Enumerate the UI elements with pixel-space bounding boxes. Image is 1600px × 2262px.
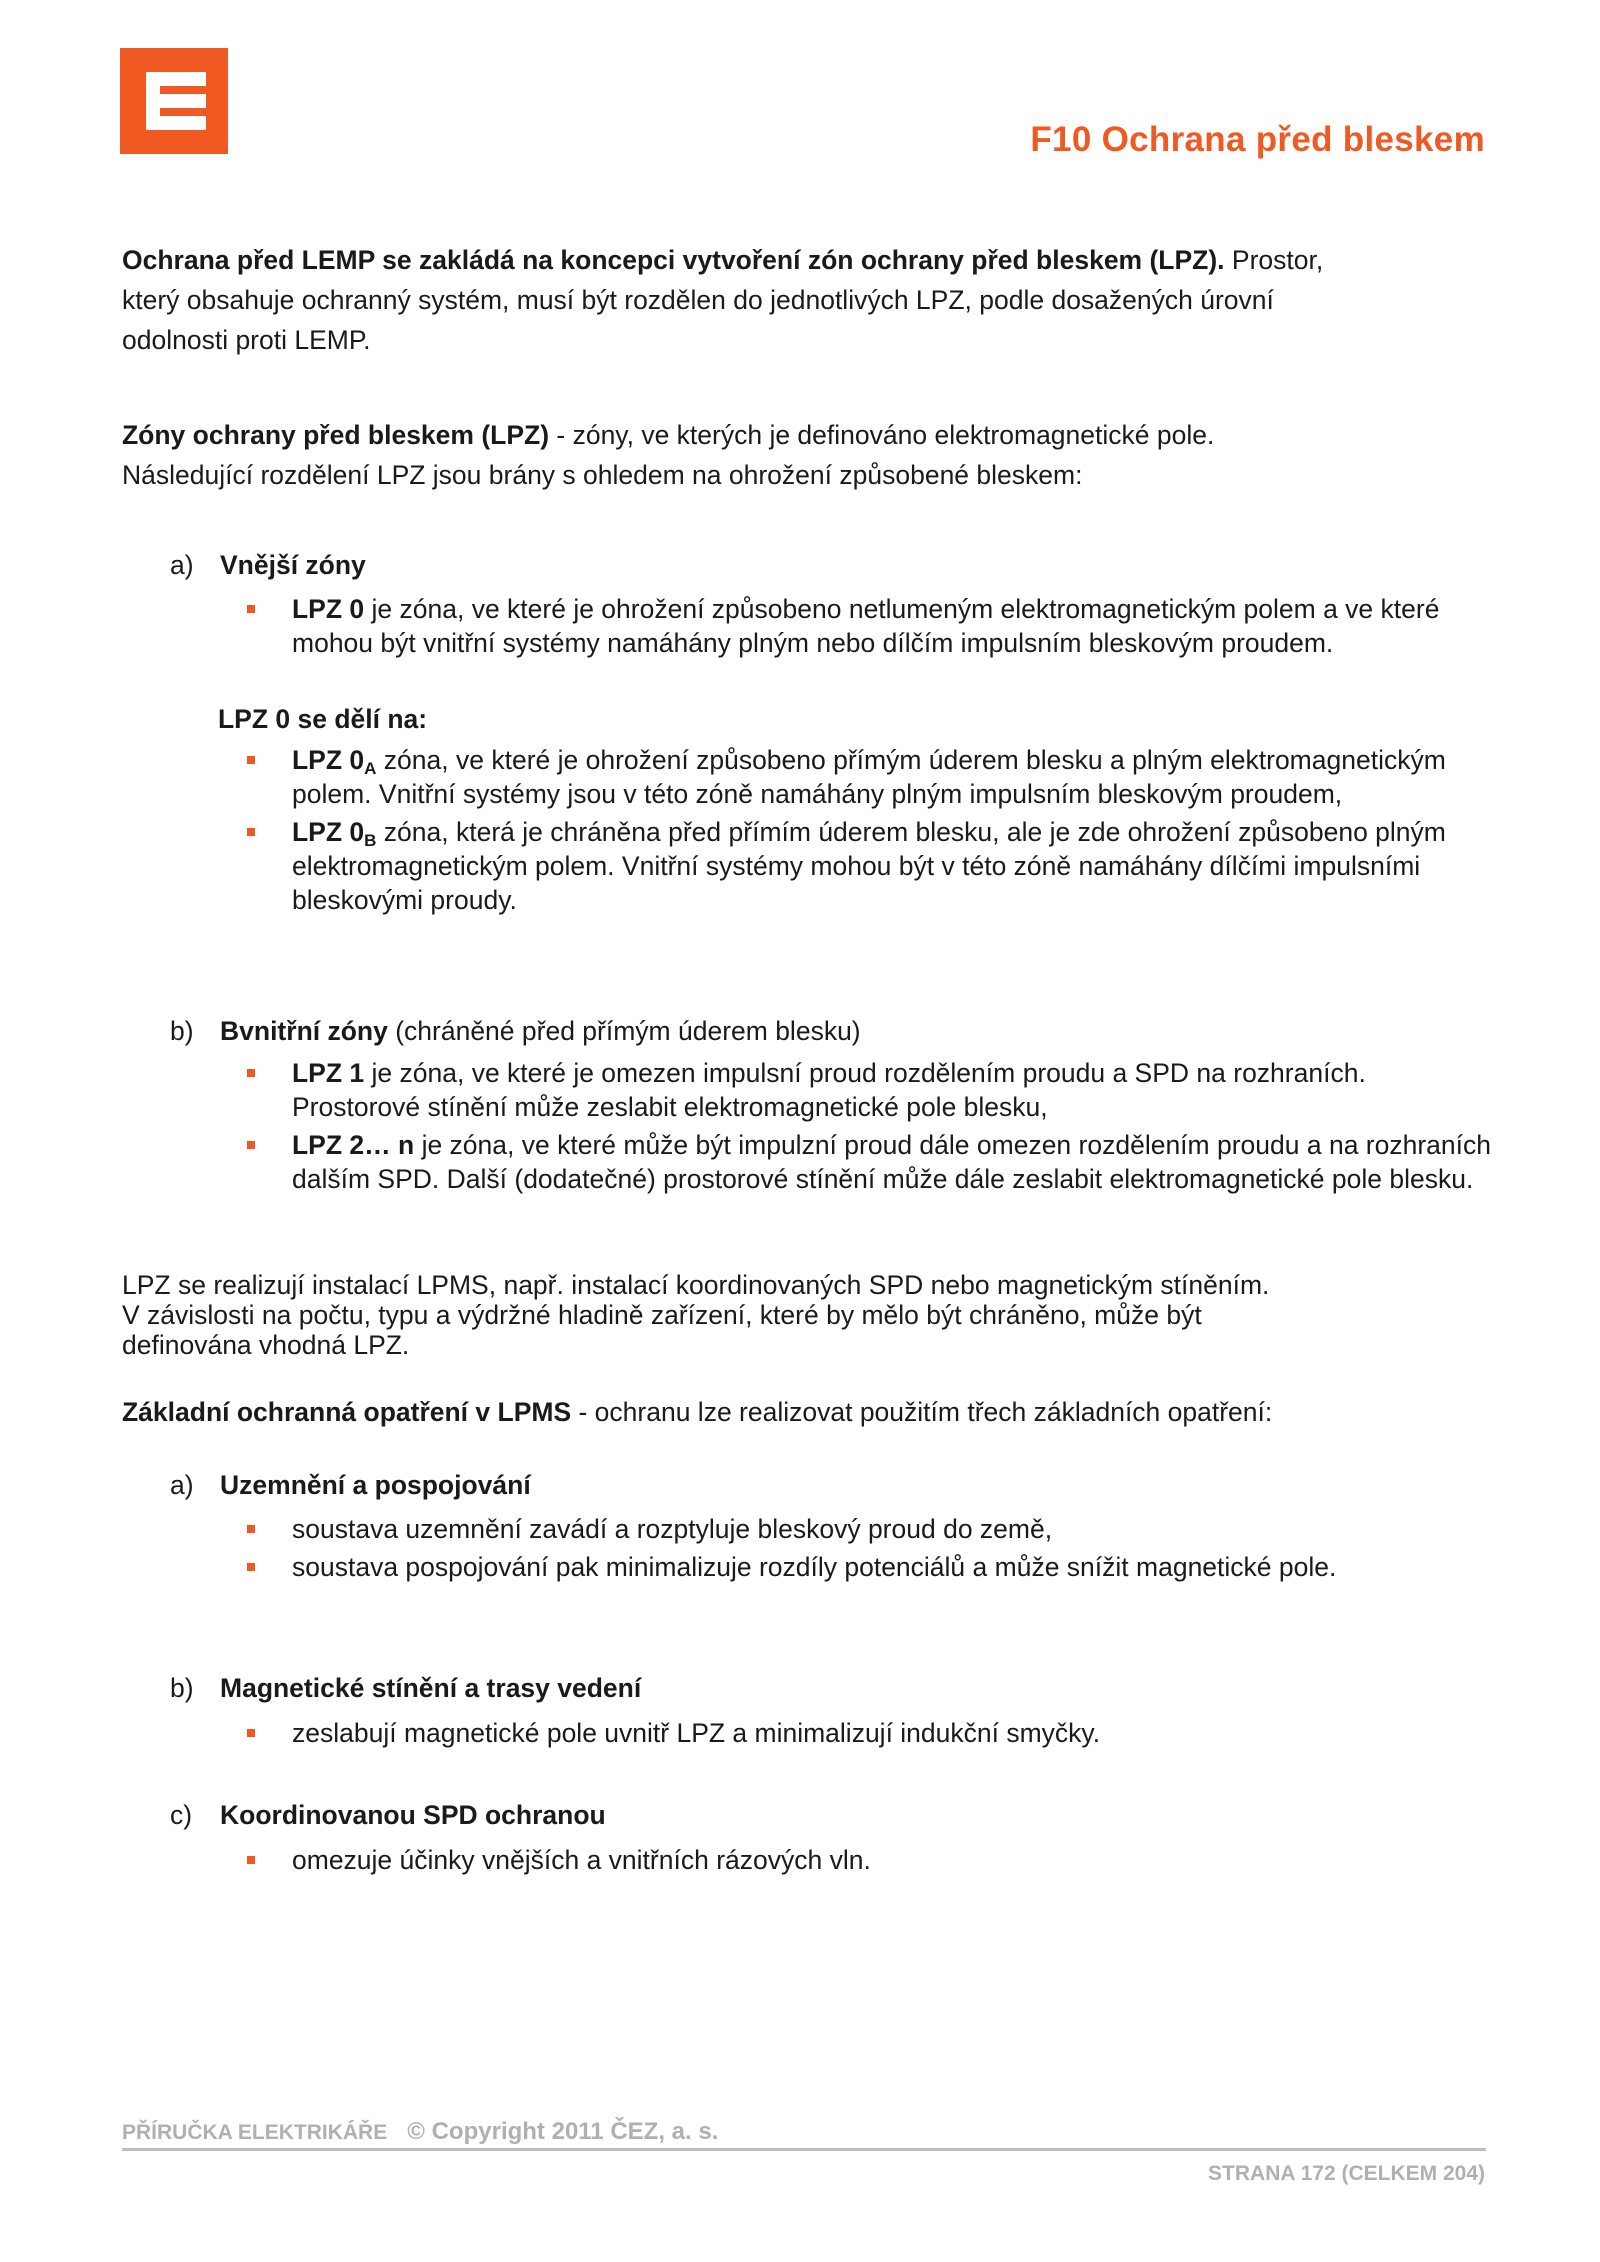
- list-marker: a): [170, 1470, 194, 1500]
- lpz2-text: je zóna, ve které může být impulzní proud dále omezen rozdělením proudu a na rozhraních dalším SPD. Další (dodatečné) prostorové stínění může dále zeslabit elektromagnetické pole blesku.: [292, 1130, 1491, 1194]
- basic-text: - ochranu lze realizovat použitím třech základních opatření:: [571, 1397, 1273, 1427]
- lpz0b-text: zóna, která je chráněna před přímím úderem blesku, ale je zde ohrožení způsobeno plným elektromagnetickým polem. Vnitřní systémy mohou být v této zóně namáhány dílčími impulsními bleskovými proudy.: [292, 817, 1446, 915]
- measure-c-heading: [170, 1800, 606, 1831]
- realization-paragraph: [122, 1270, 1482, 1360]
- footer-handbook: PŘÍRUČKA ELEKTRIKÁŘE: [122, 2121, 388, 2144]
- page-title: F10 Ochrana před bleskem: [1030, 120, 1485, 159]
- zones-paragraph: [122, 415, 1482, 495]
- measure-a-heading: [170, 1470, 531, 1501]
- list-item: soustava pospojování pak minimalizuje rozdíly potenciálů a může snížit magnetické pole.: [292, 1550, 1492, 1584]
- zones-text-2: Následující rozdělení LPZ jsou brány s ohledem na ohrožení způsobené bleskem:: [122, 460, 1083, 490]
- cez-logo: [120, 48, 228, 154]
- inner-heading-note: (chráněné před přímým úderem blesku): [387, 1016, 861, 1046]
- list-item-lpz0a: [292, 743, 1492, 811]
- list-item: zeslabují magnetické pole uvnitř LPZ a minimalizují indukční smyčky.: [292, 1716, 1492, 1750]
- intro-text-3: odolnosti proti LEMP.: [122, 325, 371, 355]
- footer-divider: [122, 2148, 1486, 2151]
- list-item: soustava uzemnění zavádí a rozptyluje bleskový proud do země,: [292, 1512, 1492, 1546]
- inner-zones-heading: [170, 1016, 861, 1047]
- basic-measures-paragraph: [122, 1392, 1482, 1432]
- lpz0a-subscript: A: [364, 759, 377, 778]
- lpz0a-label: LPZ 0: [292, 745, 365, 775]
- lpz0-text: je zóna, ve které je ohrožení způsobeno netlumeným elektromagnetickým polem a ve které mohou být vnitřní systémy namáhány plným nebo dílčím impulsním bleskovým proudem.: [292, 594, 1440, 658]
- list-marker: c): [170, 1800, 193, 1830]
- measure-a-label: Uzemnění a pospojování: [220, 1470, 531, 1500]
- lpz0a-text: zóna, ve které je ohrožení způsobeno přímým úderem blesku a plným elektromagnetickým polem. Vnitřní systémy jsou v této zóně namáhány plným impulsním bleskovým proudem,: [292, 745, 1446, 809]
- outer-zone-list: [292, 592, 1492, 664]
- realization-line-2: V závislosti na počtu, typu a výdržné hladině zařízení, které by mělo být chráněno, může být: [122, 1300, 1202, 1330]
- intro-text-1: Prostor,: [1224, 245, 1324, 275]
- measure-c-list: [292, 1843, 1492, 1881]
- intro-text-2: který obsahuje ochranný systém, musí být rozdělen do jednotlivých LPZ, podle dosažených úrovní: [122, 285, 1274, 315]
- lpz2-label: LPZ 2… n: [292, 1130, 415, 1160]
- zones-text-1: - zóny, ve kterých je definováno elektromagnetické pole.: [549, 420, 1215, 450]
- lpz1-label: LPZ 1: [292, 1058, 365, 1088]
- inner-heading-label: Bvnitřní zóny: [220, 1016, 388, 1046]
- footer-left: [122, 2118, 718, 2146]
- page-number: STRANA 172 (CELKEM 204): [1208, 2162, 1485, 2185]
- footer-copyright: © Copyright 2011 ČEZ, a. s.: [407, 2118, 719, 2145]
- zones-bold: Zóny ochrany před bleskem (LPZ): [122, 420, 550, 450]
- lpz0-split-list: [292, 743, 1492, 921]
- measure-b-heading: [170, 1673, 641, 1704]
- list-item: omezuje účinky vnějších a vnitřních rázových vln.: [292, 1843, 1492, 1877]
- measure-c-label: Koordinovanou SPD ochranou: [220, 1800, 606, 1830]
- lpz0-label: LPZ 0: [292, 594, 365, 624]
- realization-line-3: definována vhodná LPZ.: [122, 1330, 410, 1360]
- inner-zone-list: [292, 1056, 1492, 1200]
- list-item-lpz0: [292, 592, 1492, 660]
- list-marker: b): [170, 1673, 194, 1703]
- lpz0-split-heading: LPZ 0 se dělí na:: [218, 704, 428, 734]
- list-item-lpz2: [292, 1128, 1492, 1196]
- measure-b-label: Magnetické stínění a trasy vedení: [220, 1673, 642, 1703]
- list-marker: b): [170, 1016, 194, 1046]
- basic-bold: Základní ochranná opatření v LPMS: [122, 1397, 572, 1427]
- lpz0b-subscript: B: [364, 831, 377, 850]
- outer-heading-label: Vnější zóny: [220, 550, 366, 580]
- list-marker: a): [170, 550, 194, 580]
- intro-paragraph: [122, 240, 1482, 360]
- outer-zones-heading: [170, 550, 366, 581]
- measure-b-list: [292, 1716, 1492, 1754]
- lpz0b-label: LPZ 0: [292, 817, 365, 847]
- intro-bold: Ochrana před LEMP se zakládá na koncepci vytvoření zón ochrany před bleskem (LPZ).: [122, 245, 1225, 275]
- list-item-lpz1: [292, 1056, 1492, 1124]
- measure-a-list: [292, 1512, 1492, 1588]
- lpz1-text: je zóna, ve které je omezen impulsní proud rozdělením proudu a SPD na rozhraních. Prostorové stínění může zeslabit elektromagnetické pole blesku,: [292, 1058, 1366, 1122]
- realization-line-1: LPZ se realizují instalací LPMS, např. instalací koordinovaných SPD nebo magnetickým stíněním.: [122, 1270, 1270, 1300]
- list-item-lpz0b: [292, 815, 1492, 917]
